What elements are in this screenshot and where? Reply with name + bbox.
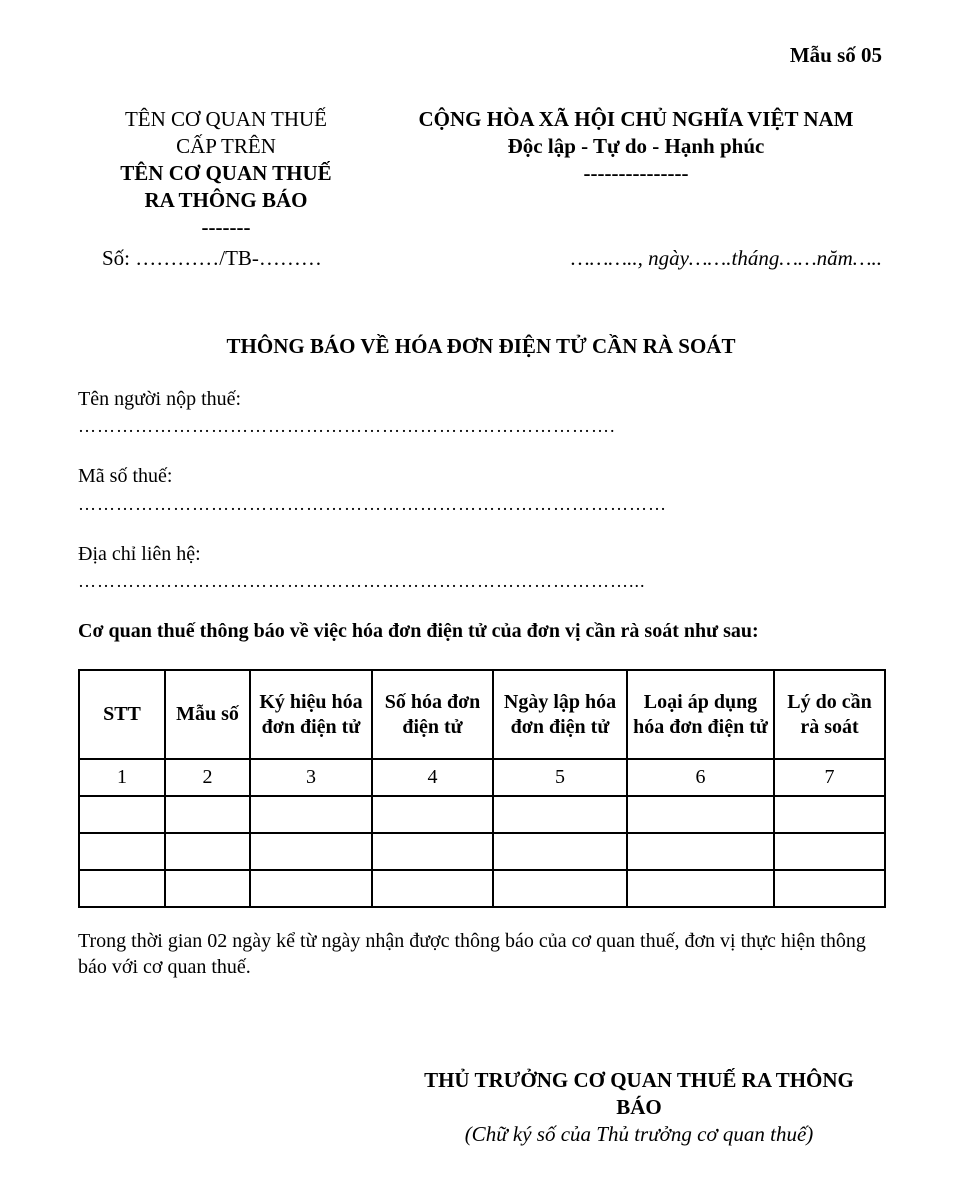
parent-tax-agency-line2: CẤP TRÊN <box>176 134 276 158</box>
table-cell[interactable] <box>79 870 165 907</box>
address-field[interactable]: ……………………………………………………………………………... <box>78 571 646 591</box>
table-cell[interactable] <box>165 833 250 870</box>
table-cell[interactable] <box>79 833 165 870</box>
table-cell[interactable] <box>250 796 372 833</box>
table-cell[interactable] <box>372 870 493 907</box>
table-row <box>79 870 885 907</box>
table-cell[interactable] <box>627 796 774 833</box>
table-header-row <box>79 670 885 759</box>
header-form-number: Mẫu số <box>165 670 250 759</box>
header-invoice-symbol: Ký hiệu hóa đơn điện tử <box>250 670 372 759</box>
document-title: THÔNG BÁO VỀ HÓA ĐƠN ĐIỆN TỬ CẦN RÀ SOÁT <box>226 334 736 358</box>
form-number: Mẫu số 05 <box>789 43 882 67</box>
header-invoice-number: Số hóa đơn điện tử <box>372 670 493 759</box>
national-motto: Độc lập - Tự do - Hạnh phúc <box>507 134 765 158</box>
date-line: ……….., ngày…….tháng……năm….. <box>571 246 882 270</box>
address-label: Địa chỉ liên hệ: <box>78 543 201 565</box>
table-row <box>79 796 885 833</box>
issuing-tax-agency-line2: RA THÔNG BÁO <box>144 188 308 212</box>
column-number: 6 <box>627 759 774 796</box>
intro-text: Cơ quan thuế thông báo về việc hóa đơn điện tử của đơn vị cần rà soát như sau: <box>78 620 759 642</box>
table-cell[interactable] <box>774 796 885 833</box>
country-name: CỘNG HÒA XÃ HỘI CHỦ NGHĨA VIỆT NAM <box>418 107 854 131</box>
table-cell[interactable] <box>165 796 250 833</box>
notice-number: Số: …………/TB-……… <box>102 246 322 270</box>
table-cell[interactable] <box>627 833 774 870</box>
tax-code-field[interactable]: ………………………………………………………………………………… <box>78 494 667 514</box>
table-cell[interactable] <box>372 796 493 833</box>
table-row <box>79 833 885 870</box>
column-number: 4 <box>372 759 493 796</box>
header-review-reason: Lý do cần rà soát <box>774 670 885 759</box>
header-left-rule: ------- <box>201 215 251 239</box>
table-cell[interactable] <box>493 870 627 907</box>
issuing-tax-agency-line1: TÊN CƠ QUAN THUẾ <box>120 161 332 185</box>
header-left <box>88 106 364 241</box>
column-number: 7 <box>774 759 885 796</box>
table-cell[interactable] <box>627 870 774 907</box>
table-cell[interactable] <box>165 870 250 907</box>
table-cell[interactable] <box>774 833 885 870</box>
taxpayer-name-label: Tên người nộp thuế: <box>78 388 242 410</box>
column-number: 3 <box>250 759 372 796</box>
table-cell[interactable] <box>493 833 627 870</box>
note-text: Trong thời gian 02 ngày kể từ ngày nhận được thông báo của cơ quan thuế, đơn vị thực hiện thông báo với cơ quan thuế. <box>78 930 866 978</box>
parent-tax-agency-line1: TÊN CƠ QUAN THUẾ <box>124 107 327 131</box>
column-number: 2 <box>165 759 250 796</box>
header-right-rule: --------------- <box>583 161 689 185</box>
table-cell[interactable] <box>493 796 627 833</box>
column-number: 1 <box>79 759 165 796</box>
taxpayer-name-field[interactable]: …………………………………………………………………………. <box>78 416 616 436</box>
table-cell[interactable] <box>774 870 885 907</box>
column-number: 5 <box>493 759 627 796</box>
table-cell[interactable] <box>250 833 372 870</box>
header-stt: STT <box>79 670 165 759</box>
signature-block <box>400 1067 878 1148</box>
table-cell[interactable] <box>250 870 372 907</box>
header-right <box>386 106 886 187</box>
table-cell[interactable] <box>79 796 165 833</box>
column-number-row <box>79 759 885 796</box>
invoice-review-table <box>78 669 886 908</box>
header-invoice-type: Loại áp dụng hóa đơn điện tử <box>627 670 774 759</box>
signature-title: THỦ TRƯỞNG CƠ QUAN THUẾ RA THÔNG BÁO <box>424 1068 854 1119</box>
tax-code-label: Mã số thuế: <box>78 465 173 487</box>
table-cell[interactable] <box>372 833 493 870</box>
header-invoice-date: Ngày lập hóa đơn điện tử <box>493 670 627 759</box>
signature-subtitle: (Chữ ký số của Thủ trưởng cơ quan thuế) <box>464 1122 814 1146</box>
